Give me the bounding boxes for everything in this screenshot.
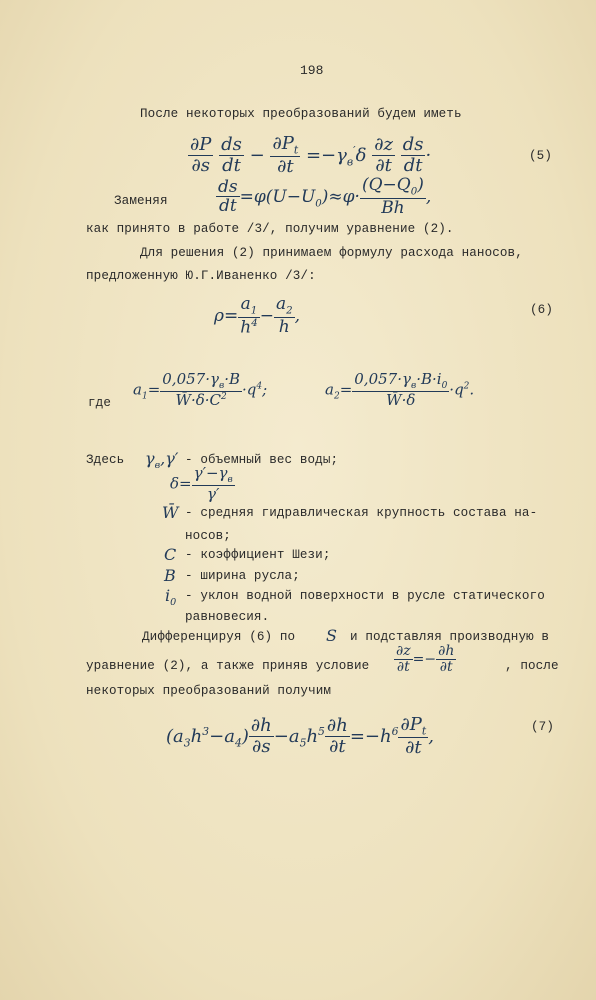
text-line-4: предложенную Ю.Г.Иваненко /3/: xyxy=(86,269,316,283)
symbol-i0: $i_0$ xyxy=(165,586,177,609)
definition-w-1: - средняя гидравлическая крупность состава на- xyxy=(185,506,538,520)
equation-condition: $\frac{\partial z}{\partial t}$ =− $\frac{\partial h}{\partial t}$ xyxy=(396,643,455,675)
definition-c: - коэффициент Шези; xyxy=(185,548,331,562)
equation-7-number: (7) xyxy=(531,720,554,734)
equation-5: $\frac{\partial P}{\partial s}$ $\frac{ds}{dt}$ − $\frac{\partial P_t}{\partial t}$ $=-\gamma_в'\delta$ $\frac{\partial z}{\partial t}$ $\frac{ds}{dt}$ · xyxy=(190,133,432,177)
text-line-1: После некоторых преобразований будем иметь xyxy=(140,107,462,121)
symbol-s: S xyxy=(326,626,337,645)
text-line-6a: уравнение (2), а также приняв условие xyxy=(86,659,370,673)
text-line-2: как принято в работе /3/, получим уравнение (2). xyxy=(86,222,454,236)
text-line-5a: Дифференцируя (6) по xyxy=(142,630,296,644)
text-where: где xyxy=(88,396,111,410)
definition-i-1: - уклон водной поверхности в русле статического xyxy=(185,589,545,603)
equation-substitution: $\frac{ds}{dt}$ $=\varphi(U-U_0)\approx\varphi\cdot$ $\frac{(Q-Q_0)}{Bh}$ , xyxy=(218,175,432,219)
symbol-w: W̄ xyxy=(162,503,179,522)
text-line-3: Для решения (2) принимаем формулу расхода наносов, xyxy=(140,246,523,260)
definition-i-2: равновесия. xyxy=(185,610,270,624)
text-replacing: Заменяя xyxy=(114,194,168,208)
equation-7: $(a_3h^3-a_4)$ $\frac{\partial h}{\partial s}$ $-a_5h^5$ $\frac{\partial h}{\partial t}$ $=-h^6$ $\frac{\partial P_t}{\partial t}$ , xyxy=(166,714,434,758)
text-line-7: некоторых преобразований получим xyxy=(86,684,332,698)
text-line-5b: и подставляя производную в xyxy=(350,630,550,644)
definition-b: - ширина русла; xyxy=(185,569,300,583)
symbol-gamma: $\gamma_в,\gamma'$ xyxy=(145,449,179,472)
definition-gamma: - объемный вес воды; xyxy=(185,453,339,467)
equation-5-number: (5) xyxy=(529,149,552,163)
equation-6-number: (6) xyxy=(530,303,553,317)
definition-w-2: носов; xyxy=(185,529,231,543)
text-here: Здесь xyxy=(86,453,125,467)
page-number: 198 xyxy=(300,63,324,78)
equation-a1: $a_1=$ $\frac{0,057\cdot\gamma_в\cdot B}{W̄\cdot\delta\cdot C^2}$ $\cdot q^4$; xyxy=(133,370,268,410)
equation-6: ρ= $\frac{a_1}{h^4}$ − $\frac{a_2}{h}$ , xyxy=(214,294,300,338)
text-line-6b: , после xyxy=(505,659,559,673)
symbol-b: B xyxy=(164,566,176,585)
equation-a2: $a_2=$ $\frac{0,057\cdot\gamma_в\cdot B\cdot i_0}{W̄\cdot\delta}$ $\cdot q^2$. xyxy=(325,370,475,410)
symbol-c: C xyxy=(164,545,177,564)
equation-delta: δ= $\frac{\gamma'-\gamma_в}{\gamma'}$ xyxy=(170,464,233,504)
